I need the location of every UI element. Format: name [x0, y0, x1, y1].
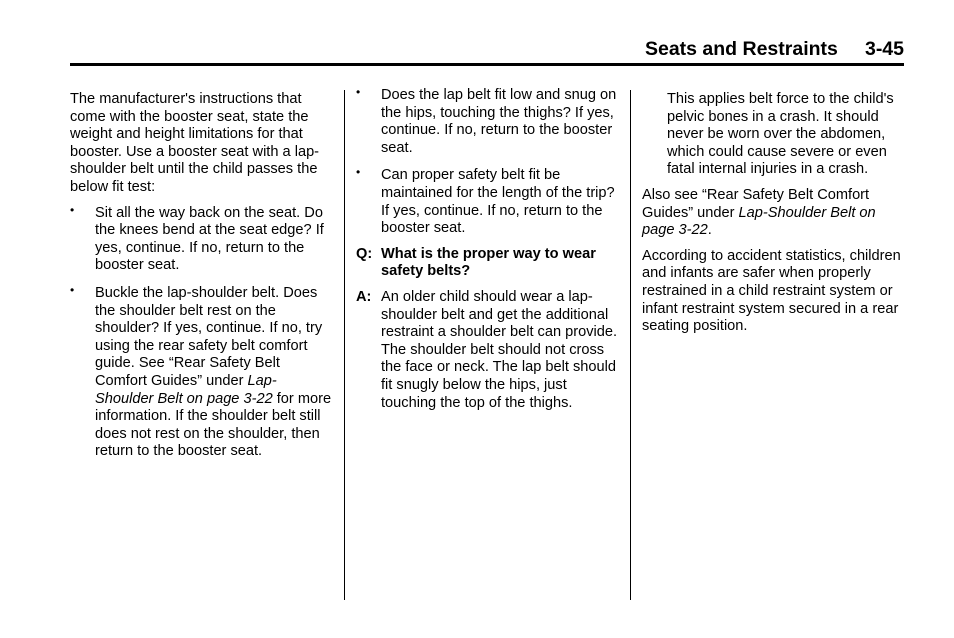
list-item-text: Sit all the way back on the seat. Do the knees bend at the seat edge? If yes, continue. If no, return to the booster seat. [95, 204, 324, 274]
list-item-text: Can proper safety belt fit be maintained for the length of the trip? If yes, continue. If no, return to the booster seat. [381, 167, 615, 237]
list-item-text: Does the lap belt fit low and snug on the hips, touching the thighs? If yes, continue. If no, return to the booster seat. [381, 87, 617, 156]
column-middle [356, 87, 618, 412]
bullet-icon: • [356, 165, 361, 180]
statistics-paragraph: According to accident statistics, children and infants are safer when properly restrained in a child restraint system or infant restraint system secured in a rear seating position. [642, 247, 901, 335]
bullet-icon: • [70, 282, 75, 297]
list-item-text-part: Buckle the lap-shoulder belt. Does the shoulder belt rest on the shoulder? If yes, continue. If no, try using the rear safety belt comfort guide. See “Rear Safety Belt Comfort Guides” under [95, 284, 323, 389]
page-number: 3-45 [864, 38, 904, 60]
page-header [70, 38, 904, 62]
header-rule [70, 63, 904, 66]
also-see-paragraph [642, 187, 904, 240]
paragraph-text-part: . [707, 222, 712, 239]
column-right [642, 91, 904, 336]
section-title: Seats and Restraints [644, 38, 838, 60]
list-item [70, 282, 332, 461]
question-text: What is the proper way to wear safety belts? [381, 245, 596, 280]
column-divider [344, 90, 345, 600]
column-divider [630, 90, 631, 600]
intro-paragraph: The manufacturer's instructions that come with the booster seat, state the weight and height limitations for that booster. Use a booster seat with a lap-shoulder belt until the child passes the below fit test: [70, 91, 320, 195]
question-label: Q: [356, 245, 373, 262]
bullet-icon: • [70, 202, 75, 217]
continued-answer-text: This applies belt force to the child's pelvic bones in a crash. It should never be worn over the abdomen, which could cause severe or even fatal internal injuries in a crash. [667, 91, 894, 178]
list-item [356, 87, 618, 157]
list-item [356, 167, 618, 237]
answer-text: An older child should wear a lap-shoulder belt and get the additional restraint a shoulder belt can provide. The shoulder belt should not cross the face or neck. The lap belt should fit snugly below the hips, just touching the top of the thighs. [381, 288, 618, 411]
page-header-title [645, 38, 904, 61]
question [356, 246, 618, 281]
cross-reference-link[interactable]: Lap-Shoulder Belt on page 3-22 [642, 204, 876, 239]
cross-reference-link[interactable]: Lap-Shoulder Belt on page 3-22 [95, 372, 277, 407]
bullet-icon: • [356, 85, 361, 99]
column-left [70, 91, 332, 461]
list-item-text-part: for more information. If the shoulder belt still does not rest on the shoulder, then return to the booster seat. [95, 390, 332, 460]
paragraph-text-part: Also see “Rear Safety Belt Comfort Guides” under [642, 186, 870, 221]
list-item-text [95, 285, 332, 461]
answer-label: A: [356, 288, 372, 305]
list-item [70, 202, 332, 275]
answer [356, 289, 618, 412]
